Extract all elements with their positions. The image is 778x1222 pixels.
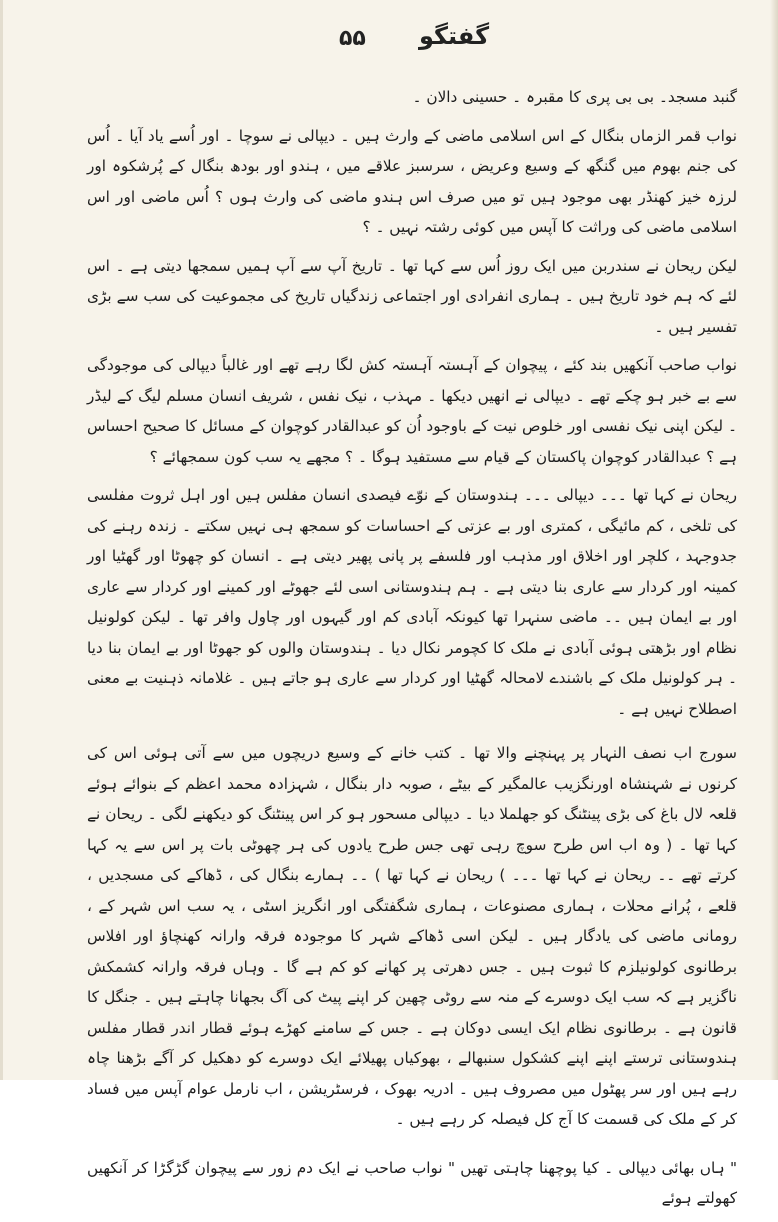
running-title: گفتگو (419, 22, 490, 50)
paragraph: ریحان نے کہا تھا ۔۔۔ دیپالی ۔۔۔ ہندوستان کے نوّے فیصدی انسان مفلس ہیں اور اہل ثروت مفلسی کی تلخی ، کم مائیگی ، کمتری اور بے عزتی کے احساسات کو سمجھ ہی نہیں سکتے ۔ زندہ رہنے کی جدوجہد ، کلچر اور اخلاق اور مذہب اور فلسفے پر پانی پھیر دیتی ہے ۔ انسان کو چھوٹا اور گھٹیا اور کمینہ اور کردار سے عاری بنا دیتی ہے ۔ ہم ہندوستانی اسی لئے جھوٹے اور کمینے اور کردار سے عاری اور بے ایمان ہیں ۔۔ ماضی سنہرا تھا کیونکہ آبادی کم اور گیہوں اور چاول وافر تھا ۔ لیکن کولونیل نظام اور بڑھتی ہوئی آبادی نے ملک کا کچومر نکال دیا ۔ ہندوستان والوں کو جھوٹا اور بے ایمان بنا دیا ۔ ہر کولونیل ملک کے باشندے لامحالہ گھٹیا اور کردار سے عاری ہو جاتے ہیں ۔ غلامانہ ذہنیت بے معنی اصطلاح نہیں ہے ۔ (87, 486, 737, 718)
paragraph: نواب قمر الزماں بنگال کے اس اسلامی ماضی کے وارث ہیں ۔ دیپالی نے سوچا ۔ اور اُسے یاد آیا ۔ اُس کی جنم بھوم میں گنگھ کے وسیع وعریض ، سرسبز علاقے میں ، ہندو اور بودھ بنگال کے پُرشکوہ اور لرزہ خیز کھنڈر بھی موجود ہیں تو میں صرف اس ہندو ماضی کی وارث ہوں ؟ اُس ماضی اور اس اسلامی ماضی کی وراثت کا آپس میں کوئی رشتہ نہیں ۔ ؟ (87, 126, 737, 236)
page-header (3, 22, 778, 62)
paragraph: نواب صاحب آنکھیں بند کئے ، پیچوان کے آہستہ آہستہ کش لگا رہے تھے اور غالباً دیپالی کی موجودگی سے بے خبر ہو چکے تھے ۔ دیپالی نے انھیں دیکھا ۔ مہذب ، نیک نفس ، شریف انسان مسلم لیگ کے لیڈر ۔ لیکن اپنی نیک نفسی اور خلوص نیت کے باوجود اُن کو عبدالقادر کوچوان کے مسائل کا صحیح احساس ہے ؟ عبدالقادر کوچوان پاکستان کے قیام سے مستفید ہوگا ۔ ؟ مجھے یہ سب کون سمجھائے ؟ (87, 356, 737, 466)
paragraph: " ہاں بھائی دیپالی ۔ کیا پوچھنا چاہتی تھیں " نواب صاحب نے ایک دم زور سے پیچوان گڑگڑا کر آنکھیں کھولتے ہوئے (87, 1158, 737, 1207)
body-text (87, 82, 737, 1222)
page-number: ۵۵ (339, 26, 366, 51)
paragraph-heading-list: گنبد مسجد۔ بی بی پری کا مقبرہ ۔ حسینی دالان ۔ (412, 88, 737, 106)
paragraph: سورج اب نصف النہار پر پہنچنے والا تھا ۔ کتب خانے کے وسیع دریچوں میں سے آتی ہوئی اس کی کرنوں نے شہنشاہ اورنگزیب عالمگیر کے بیٹے ، صوبہ دار بنگال ، شہزادہ محمد اعظم کے بنوائے ہوئے قلعہ لال باغ کی بڑی پینٹنگ کو جھلملا دیا ۔ دیپالی مسحور ہو کر اس پینٹنگ کو دیکھنے لگی ۔ ریحان نے کہا تھا ۔ ( وہ اب اس طرح سوچ رہی تھی جس طرح یادوں کی ہر چھوٹی بات پر اس سے یہ کہا کرتے تھے ۔۔ ریحان نے کہا تھا ۔۔۔ ) ریحان نے کہا تھا ) ۔۔ ہمارے بنگال کی ، ڈھاکے کی مسجدیں ، قلعے ، پُرانے محلات ، ہماری مصنوعات ، ہماری شگفتگی اور انگریز اسٹی ، یہ سب اس شہر کے ، رومانی ماضی کی یادگار ہیں ۔ لیکن اسی ڈھاکے شہر کا موجودہ فرقہ وارانہ کھنچاؤ اور افلاس برطانوی کولونیلزم کا ثبوت ہیں ۔ جس دھرتی پر کھانے کو کم ہے گا ۔ وہاں فرقہ وارانہ کشمکش ناگزیر ہے کہ سب ایک دوسرے کے منہ سے روٹی چھین کر اپنے پیٹ کی آگ بجھانا چاہتے ہیں ۔ جنگل کا قانون ہے ۔ برطانوی نظام ایک ایسی دوکان ہے ۔ جس کے سامنے کھڑے ہوئے قطار اندر قطار مفلس ہندوستانی ترستے اپنے اپنے کشکول سنبھالے ، بھوکیاں پھیلائے ایک دوسرے کو دھکیل کر آگے بڑھنا چاہ رہے ہیں اور سر پھٹول میں مصروف ہیں ۔ ادریہ بھوک ، فرسٹریشن ، اب نارمل عوام آپس میں فساد کر کے ملک کی قسمت کا آج کل فیصلہ کر رہے ہیں ۔ (87, 744, 737, 1128)
paragraph: لیکن ریحان نے سندربن میں ایک روز اُس سے کہا تھا ۔ تاریخ آپ سے آپ ہمیں سمجھا دیتی ہے ۔ اس لئے کہ ہم خود تاریخ ہیں ۔ ہماری انفرادی اور اجتماعی زندگیاں تاریخ کی مجموعیت کی سب سے بڑی تفسیر ہیں ۔ (87, 256, 737, 336)
